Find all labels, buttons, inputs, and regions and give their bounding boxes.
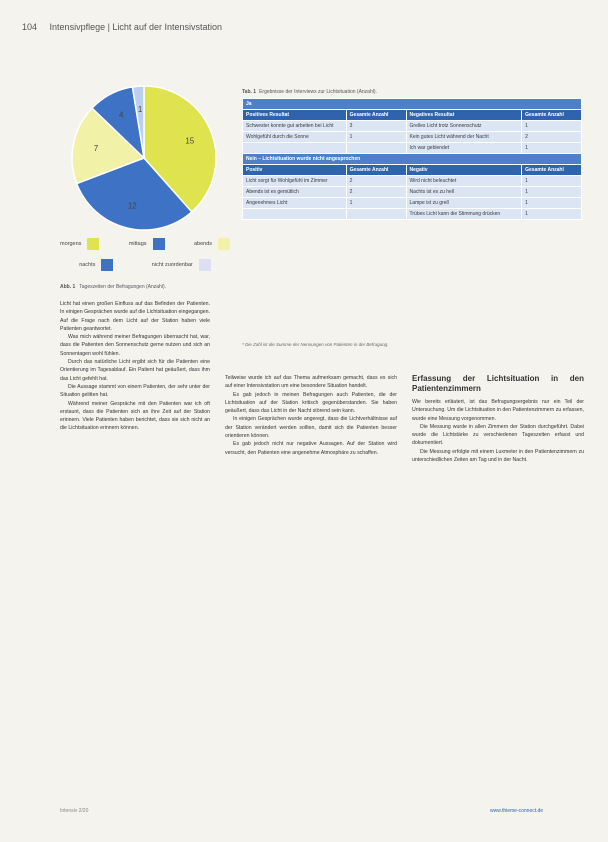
legend-item xyxy=(79,259,113,271)
table-header-cell: Gesamte Anzahl xyxy=(522,110,582,121)
footer-left: Intensiv 2/20 xyxy=(60,808,89,814)
results-table xyxy=(242,98,582,220)
paragraph: Die Messung wurde in allen Zimmern der Station durchgeführt. Dabei wurde die Lichtstärke zu verschiedenen Tageszeiten erfasst und dokumentiert. xyxy=(412,423,584,447)
table-footnote: * Die Zahl ist die Summe der Nennungen von Patienten in der Befragung. xyxy=(242,342,389,347)
page-number: 104 xyxy=(22,22,38,32)
pie-svg xyxy=(58,78,228,243)
legend-label: abends xyxy=(193,241,212,247)
paragraph: Es gab jedoch in meinen Befragungen auch Patienten, die der Lichtsituation auf der Station kritisch gegenüberstanden. Sie haben geäußert, dass das Licht in der Nacht störend sein kann. xyxy=(225,391,397,415)
figure-label: Abb. 1 xyxy=(60,284,76,290)
legend-label: mittags xyxy=(128,241,147,247)
pie-chart xyxy=(58,78,228,243)
table-caption xyxy=(242,89,377,95)
legend-swatch xyxy=(218,238,230,250)
legend-swatch xyxy=(199,259,211,271)
pie-slice-label: 15 xyxy=(185,136,195,146)
table-header-cell: Positives Resultat xyxy=(243,110,347,121)
table-row xyxy=(243,132,582,143)
table-cell xyxy=(243,209,347,220)
legend-item xyxy=(60,238,99,250)
figure-caption-text: Tageszeiten der Befragungen (Anzahl). xyxy=(79,284,167,290)
table-header-row xyxy=(243,165,582,176)
table-label: Tab. 1 xyxy=(242,89,257,95)
paragraph: Durch das natürliche Licht ergibt sich für die Patienten eine Orientierung im Tagesablauf. Ein Patient hat geäußert, dass ihm das Licht gefehlt hat. xyxy=(60,359,210,382)
legend-swatch xyxy=(101,259,113,271)
table-cell: 1 xyxy=(346,198,406,209)
table-header-row xyxy=(243,110,582,121)
legend-row xyxy=(60,259,230,271)
table-header-cell: Gesamte Anzahl xyxy=(522,165,582,176)
legend-item xyxy=(152,259,211,271)
table-cell: Wird nicht beleuchtet xyxy=(406,176,522,187)
paragraph: Die Messung erfolgte mit einem Luxmeter in den Patientenzimmern zu unterschiedlichen Zeiten am Tag und in der Nacht. xyxy=(412,448,584,464)
running-title: Intensivpflege | Licht auf der Intensivstation xyxy=(49,22,222,32)
paragraph: Teilweise wurde ich auf das Thema aufmerksam gemacht, dass es sich auf einer Intensivstation um eine besondere Situation handelt. xyxy=(225,375,397,390)
table-cell: Schwester konnte gut arbeiten bei Licht xyxy=(243,121,347,132)
table-header-cell: Negativ xyxy=(406,165,522,176)
paragraph: Während meiner Gespräche mit den Patienten war ich oft erstaunt, dass die Patienten sich an ihre Zeit auf der Station erinnern. Viele Patienten haben berichtet, dass sie sich nicht an die Lichtsituation erinnern können. xyxy=(60,400,210,432)
table-cell xyxy=(243,143,347,154)
table-section-row xyxy=(243,154,582,165)
table-row xyxy=(243,198,582,209)
table-header-cell: Gesamte Anzahl xyxy=(346,165,406,176)
table-cell: Angenehmes Licht xyxy=(243,198,347,209)
table-cell: 1 xyxy=(522,198,582,209)
table-cell: Wohlgefühl durch die Sonne xyxy=(243,132,347,143)
table-cell: Kein gutes Licht während der Nacht xyxy=(406,132,522,143)
table-cell: Abends ist es gemütlich xyxy=(243,187,347,198)
paragraph: Wie bereits erläutert, ist das Befragungsergebnis nur ein Teil der Untersuchung. Um die Lichtsituation in den Patientenzimmern zu erfassen, wurde eine Messung vorgenommen. xyxy=(412,399,584,422)
table-cell: 1 xyxy=(522,176,582,187)
table-cell: Grelles Licht trotz Sonnenschutz xyxy=(406,121,522,132)
table-row xyxy=(243,176,582,187)
paragraph: In einigen Gesprächen wurde angeregt, dass die Lichtverhältnisse auf der Station verändert werden sollten, damit sich die Patienten besser orientieren können. xyxy=(225,416,397,440)
table-row xyxy=(243,143,582,154)
table-cell: 1 xyxy=(522,187,582,198)
table-section-row xyxy=(243,99,582,110)
pie-slice-label: 1 xyxy=(137,105,143,115)
pie-slice-label: 4 xyxy=(119,110,124,120)
table-section-title: Nein – Lichtsituation wurde nicht angesprochen xyxy=(243,154,582,165)
table-cell xyxy=(346,209,406,220)
pie-slice-label: 12 xyxy=(127,201,137,211)
text-column-2 xyxy=(225,374,397,457)
footer-link[interactable]: www.thieme-connect.de xyxy=(490,808,544,814)
table-row xyxy=(243,187,582,198)
table-cell: Trübes Licht kann die Stimmung drücken xyxy=(406,209,522,220)
table-cell: Lampe ist zu grell xyxy=(406,198,522,209)
table-cell: 1 xyxy=(522,209,582,220)
table-caption-text: Ergebnisse der Interviews zur Lichtsituation (Anzahl). xyxy=(259,89,377,95)
table-cell: 1 xyxy=(346,132,406,143)
table-cell: Nachts ist es zu hell xyxy=(406,187,522,198)
table-header-cell: Positiv xyxy=(243,165,347,176)
legend-label: nicht zuordenbar xyxy=(151,262,193,268)
paragraph: Was mich während meiner Befragungen überrascht hat, war, dass die Patienten den Sonnenschutz gerne nutzen und sich an Sonnentagen wohl fühlen. xyxy=(60,334,210,357)
legend-swatch xyxy=(87,238,99,250)
paragraph: Die Aussage stammt von einem Patienten, der sehr unter der Situation gelitten hat. xyxy=(60,383,210,399)
table-header-cell: Gesamte Anzahl xyxy=(346,110,406,121)
table-cell: 1 xyxy=(522,121,582,132)
page-header xyxy=(22,22,222,32)
legend-label: morgens xyxy=(60,241,82,247)
table-cell xyxy=(346,143,406,154)
table-cell: 2 xyxy=(346,176,406,187)
text-column-3 xyxy=(412,374,584,464)
pie-slice-label: 7 xyxy=(93,144,99,154)
legend-swatch xyxy=(153,238,165,250)
table-cell: Ich war geblendet xyxy=(406,143,522,154)
table-cell: 1 xyxy=(522,143,582,154)
chart-legend xyxy=(60,238,230,280)
table-cell: Licht sorgt für Wohlgefühl im Zimmer xyxy=(243,176,347,187)
section-heading: Erfassung der Lichtsituation in den Patientenzimmern xyxy=(412,374,584,393)
table-cell: 3 xyxy=(346,121,406,132)
legend-label: nachts xyxy=(79,262,96,268)
table-cell: 2 xyxy=(522,132,582,143)
paragraph: Es gab jedoch nicht nur negative Aussagen. Auf der Station wird versucht, den Patienten eine angenehme Atmosphäre zu schaffen. xyxy=(225,441,397,456)
legend-row xyxy=(60,238,230,250)
table-cell: 2 xyxy=(346,187,406,198)
paragraph: Licht hat einen großen Einfluss auf das Befinden der Patienten. In einigen Gesprächen wurde auf die Lichtsituation eingegangen. Auf die Frage nach dem Licht auf der Station haben viele Patienten geantwortet. xyxy=(60,301,210,332)
figure-caption xyxy=(60,284,235,290)
table-row xyxy=(243,209,582,220)
text-column-1 xyxy=(60,300,210,433)
table-header-cell: Negatives Resultat xyxy=(406,110,522,121)
table-row xyxy=(243,121,582,132)
legend-item xyxy=(194,238,230,250)
table-section-title: Ja xyxy=(243,99,582,110)
legend-item xyxy=(129,238,165,250)
